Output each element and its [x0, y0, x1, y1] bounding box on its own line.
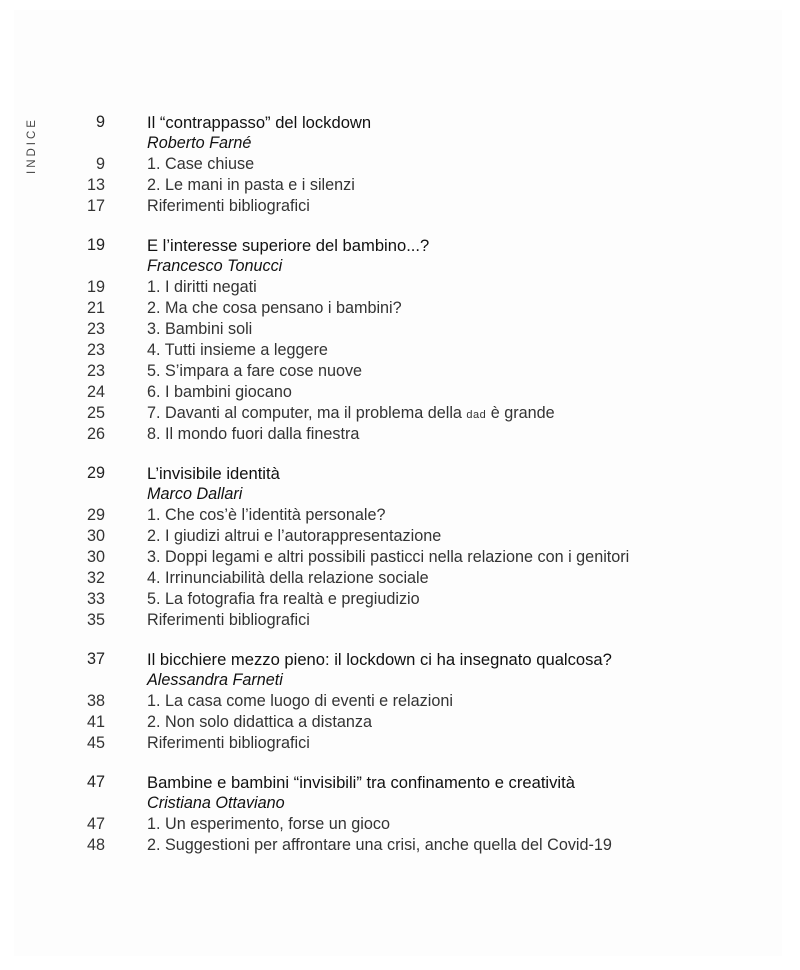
entry-text: Riferimenti bibliografici: [147, 734, 310, 752]
chapter-title-row: [0, 649, 800, 670]
chapter-author: Cristiana Ottaviano: [147, 794, 285, 812]
entry-text: [147, 403, 555, 426]
entry-text: 4. Irrinunciabilità della relazione sociale: [147, 569, 429, 587]
toc-entry: [0, 424, 800, 445]
entry-page-number: 25: [86, 404, 105, 422]
entry-page-number: 32: [86, 569, 105, 587]
toc-entry: [0, 175, 800, 196]
entry-page-number: 26: [86, 425, 105, 443]
entry-text: 1. La casa come luogo di eventi e relazioni: [147, 692, 453, 710]
chapter-title-row: [0, 463, 800, 484]
chapter-title: Bambine e bambini “invisibili” tra confinamento e creatività: [147, 773, 575, 792]
toc-entry: [0, 298, 800, 319]
toc-entry: [0, 589, 800, 610]
entry-page-number: 41: [86, 713, 105, 731]
chapter-author: Alessandra Farneti: [147, 671, 283, 689]
chapter-title: Il “contrappasso” del lockdown: [147, 113, 372, 132]
toc-entry: [0, 403, 800, 424]
entry-text-before: 7. Davanti al computer, ma il problema della: [147, 404, 467, 422]
entry-text: 2. Ma che cosa pensano i bambini?: [147, 299, 402, 317]
toc-entry: [0, 340, 800, 361]
running-head-label: INDICE: [26, 117, 38, 174]
toc-section: [0, 772, 800, 856]
entry-text: 5. S’impara a fare cose nuove: [147, 362, 363, 380]
entry-text: 1. I diritti negati: [147, 278, 257, 296]
entry-page-number: 29: [86, 506, 105, 524]
chapter-author: Roberto Farné: [147, 134, 252, 152]
chapter-page-number: 29: [86, 464, 105, 482]
chapter-page-number: 37: [86, 650, 105, 668]
toc-entry: [0, 733, 800, 754]
toc-entry: [0, 568, 800, 589]
toc-entry: [0, 382, 800, 403]
chapter-author-row: [0, 256, 800, 277]
entry-text: 2. Non solo didattica a distanza: [147, 713, 372, 731]
toc-entry: [0, 277, 800, 298]
chapter-author-row: [0, 133, 800, 154]
entry-text: 2. I giudizi altrui e l’autorappresentazione: [147, 527, 442, 545]
toc-entry: [0, 154, 800, 175]
entry-text: 1. Che cos’è l’identità personale?: [147, 506, 386, 524]
entry-text: 2. Suggestioni per affrontare una crisi, anche quella del Covid-19: [147, 836, 612, 854]
entry-text: 8. Il mondo fuori dalla finestra: [147, 425, 360, 443]
toc-entry: [0, 196, 800, 217]
toc-entry: [0, 814, 800, 835]
toc-entry: [0, 691, 800, 712]
entry-page-number: 48: [86, 836, 105, 854]
toc-entry: [0, 547, 800, 568]
entry-text: 4. Tutti insieme a leggere: [147, 341, 328, 359]
entry-text: 5. La fotografia fra realtà e pregiudizio: [147, 590, 420, 608]
entry-text: 3. Bambini soli: [147, 320, 253, 338]
entry-text: Riferimenti bibliografici: [147, 197, 310, 215]
toc-entry: [0, 526, 800, 547]
entry-page-number: 33: [86, 590, 105, 608]
toc-entry: [0, 835, 800, 856]
entry-page-number: 19: [86, 278, 105, 296]
chapter-page-number: 9: [95, 113, 105, 131]
chapter-title-row: [0, 235, 800, 256]
toc-section: [0, 649, 800, 754]
chapter-author: Francesco Tonucci: [147, 257, 283, 275]
chapter-title: L’invisibile identità: [147, 464, 280, 483]
toc-entry: [0, 610, 800, 631]
chapter-page-number: 47: [86, 773, 105, 791]
chapter-title: E l’interesse superiore del bambino...?: [147, 236, 430, 255]
entry-page-number: 45: [86, 734, 105, 752]
chapter-author-row: [0, 484, 800, 505]
table-of-contents: [0, 112, 800, 874]
entry-text-after: è grande: [486, 404, 555, 422]
entry-page-number: 17: [86, 197, 105, 215]
toc-entry: [0, 361, 800, 382]
entry-text: 1. Case chiuse: [147, 155, 255, 173]
entry-text: Riferimenti bibliografici: [147, 611, 310, 629]
entry-page-number: 9: [95, 155, 105, 173]
chapter-author-row: [0, 670, 800, 691]
entry-page-number: 21: [86, 299, 105, 317]
entry-acronym: dad: [466, 409, 487, 421]
chapter-title-row: [0, 772, 800, 793]
entry-page-number: 30: [86, 527, 105, 545]
chapter-author: Marco Dallari: [147, 485, 243, 503]
toc-entry: [0, 505, 800, 526]
toc-entry: [0, 712, 800, 733]
entry-page-number: 23: [86, 362, 105, 380]
entry-text: 1. Un esperimento, forse un gioco: [147, 815, 390, 833]
chapter-title: Il bicchiere mezzo pieno: il lockdown ci ha insegnato qualcosa?: [147, 650, 612, 669]
chapter-author-row: [0, 793, 800, 814]
entry-text: 6. I bambini giocano: [147, 383, 292, 401]
entry-page-number: 38: [86, 692, 105, 710]
entry-page-number: 24: [86, 383, 105, 401]
entry-page-number: 47: [86, 815, 105, 833]
entry-page-number: 13: [86, 176, 105, 194]
toc-section: [0, 112, 800, 217]
entry-page-number: 23: [86, 320, 105, 338]
entry-text: 2. Le mani in pasta e i silenzi: [147, 176, 355, 194]
chapter-title-row: [0, 112, 800, 133]
entry-text: 3. Doppi legami e altri possibili pasticci nella relazione con i genitori: [147, 548, 630, 566]
entry-page-number: 35: [86, 611, 105, 629]
entry-page-number: 30: [86, 548, 105, 566]
toc-section: [0, 463, 800, 631]
toc-section: [0, 235, 800, 445]
entry-page-number: 23: [86, 341, 105, 359]
toc-entry: [0, 319, 800, 340]
chapter-page-number: 19: [86, 236, 105, 254]
